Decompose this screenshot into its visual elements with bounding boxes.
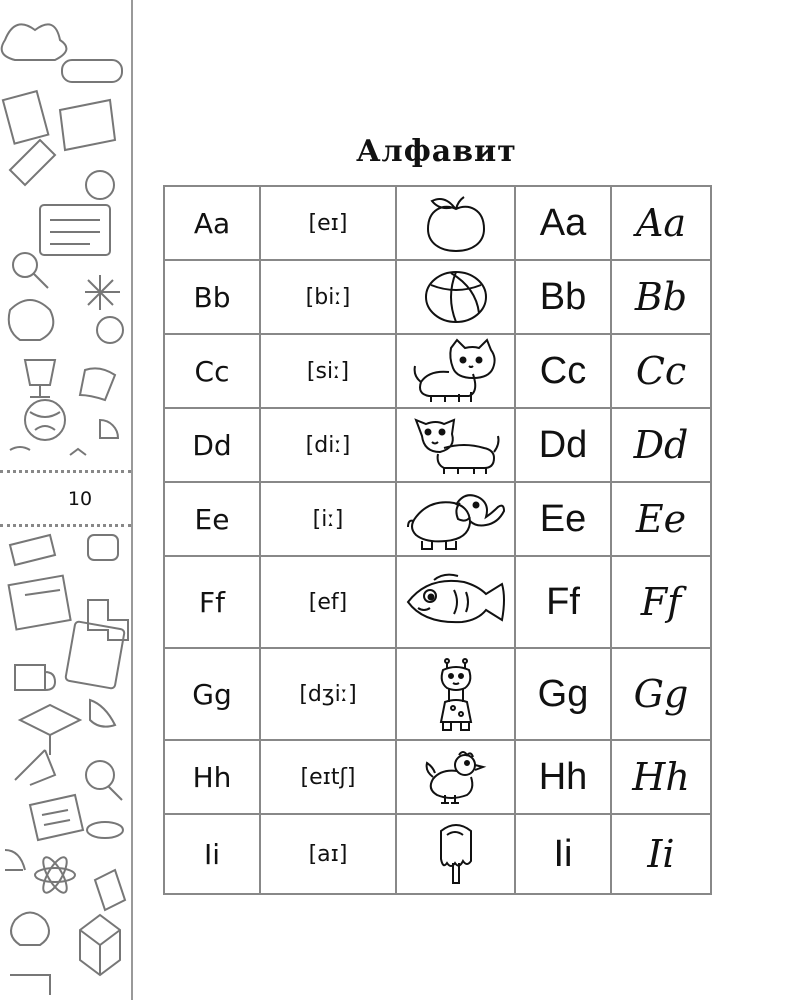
- dotted-divider-top: [0, 470, 131, 473]
- elephant-icon: [406, 487, 506, 551]
- school-letter: Hh: [515, 740, 611, 814]
- transcription: [eɪ]: [260, 186, 396, 260]
- school-letter: Cc: [515, 334, 611, 408]
- print-letter: Hh: [164, 740, 260, 814]
- transcription: [diː]: [260, 408, 396, 482]
- school-letter: Ff: [515, 556, 611, 648]
- cursive-letter: Cc: [611, 334, 711, 408]
- table-row: [164, 556, 711, 648]
- cursive-letter: Ii: [611, 814, 711, 894]
- fish-icon: [404, 572, 508, 632]
- print-letter: Dd: [164, 408, 260, 482]
- print-letter: Ii: [164, 814, 260, 894]
- cursive-letter: Dd: [611, 408, 711, 482]
- transcription: [ef]: [260, 556, 396, 648]
- page-title: Алфавит: [356, 134, 517, 169]
- print-letter: Aa: [164, 186, 260, 260]
- table-row: [164, 334, 711, 408]
- dog-icon: [410, 414, 502, 476]
- apple-icon: [421, 193, 491, 253]
- ice-cream-icon: [433, 821, 479, 887]
- school-letter: Aa: [515, 186, 611, 260]
- cursive-letter: Aa: [611, 186, 711, 260]
- table-row: [164, 482, 711, 556]
- print-letter: Bb: [164, 260, 260, 334]
- cursive-letter: Ff: [611, 556, 711, 648]
- cursive-letter: Ee: [611, 482, 711, 556]
- hen-icon: [423, 747, 489, 807]
- table-row: [164, 648, 711, 740]
- giraffe-icon: [431, 656, 481, 732]
- alphabet-table: [163, 185, 712, 895]
- transcription: [aɪ]: [260, 814, 396, 894]
- table-row: [164, 408, 711, 482]
- school-letter: Bb: [515, 260, 611, 334]
- school-letter: Ii: [515, 814, 611, 894]
- table-row: [164, 740, 711, 814]
- ball-icon: [421, 267, 491, 327]
- cursive-letter: Hh: [611, 740, 711, 814]
- school-letter: Dd: [515, 408, 611, 482]
- cursive-letter: Gg: [611, 648, 711, 740]
- transcription: [dʒiː]: [260, 648, 396, 740]
- school-letter: Ee: [515, 482, 611, 556]
- transcription: [iː]: [260, 482, 396, 556]
- transcription: [siː]: [260, 334, 396, 408]
- table-row: [164, 260, 711, 334]
- transcription: [eɪtʃ]: [260, 740, 396, 814]
- print-letter: Cc: [164, 334, 260, 408]
- table-row: [164, 814, 711, 894]
- cat-icon: [411, 338, 501, 404]
- dotted-divider-bottom: [0, 524, 131, 527]
- print-letter: Ee: [164, 482, 260, 556]
- school-letter: Gg: [515, 648, 611, 740]
- cursive-letter: Bb: [611, 260, 711, 334]
- table-row: [164, 186, 711, 260]
- print-letter: Gg: [164, 648, 260, 740]
- transcription: [biː]: [260, 260, 396, 334]
- page-number: 10: [67, 488, 93, 510]
- print-letter: Ff: [164, 556, 260, 648]
